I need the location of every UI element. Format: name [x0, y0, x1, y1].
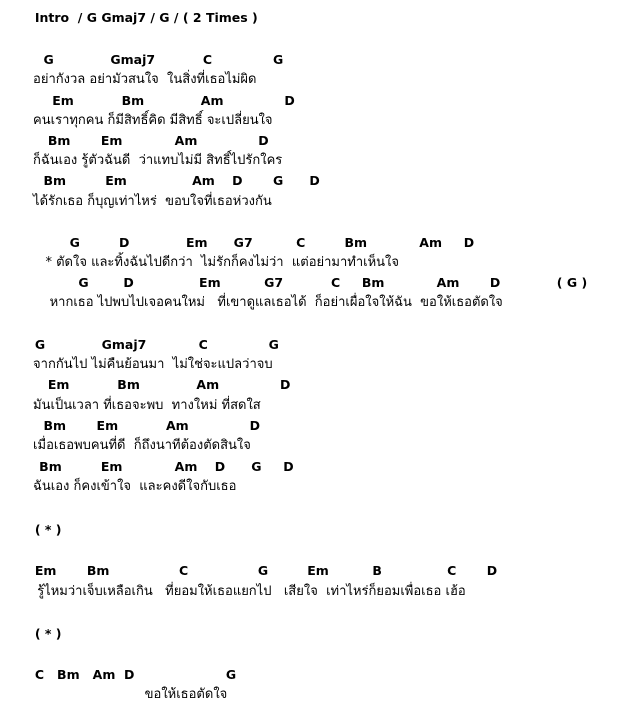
verse1-chords-1: G Gmaj7 C G: [0, 52, 284, 67]
chorus-marker-2: ( * ): [0, 626, 62, 641]
intro-line: Intro / G Gmaj7 / G / ( 2 Times ): [0, 10, 258, 25]
verse1-chords-4: Bm Em Am D G D: [0, 173, 320, 188]
verse2-lyric-1: จากกันไป ไม่คืนย้อนมา ไม่ใช่จะแปลว่าจบ: [0, 357, 273, 372]
verse2-lyric-3: เมื่อเธอพบคนที่ดี ก็ถึงนาทีต้องตัดสินใจ: [0, 438, 251, 453]
verse1-chords-3: Bm Em Am D: [0, 133, 269, 148]
bridge-chords: Em Bm C G Em B C D: [0, 563, 498, 578]
chorus-chords-1: G D Em G7 C Bm Am D: [0, 235, 475, 250]
verse2-lyric-2: มันเป็นเวลา ที่เธอจะพบ ทางใหม่ ที่สดใส: [0, 398, 261, 413]
verse1-chords-2: Em Bm Am D: [0, 93, 295, 108]
verse2-chords-1: G Gmaj7 C G: [0, 337, 279, 352]
bridge-lyric: รู้ไหมว่าเจ็บเหลือเกิน ที่ยอมให้เธอแยกไป เสียใจ เท่าไหร่ก็ยอมเพื่อเธอ เฮ้อ: [0, 584, 466, 599]
verse2-chords-3: Bm Em Am D: [0, 418, 260, 433]
verse1-lyric-4: ได้รักเธอ ก็บุญเท่าไหร่ ขอบใจที่เธอห่วงกัน: [0, 194, 272, 209]
chorus-chords-2: G D Em G7 C Bm Am D ( G ): [0, 275, 588, 290]
verse1-lyric-3: ก็ฉันเอง รู้ตัวฉันดี ว่าแทบไม่มี สิทธิ์ไปรักใคร: [0, 153, 283, 168]
outro-lyric: ขอให้เธอตัดใจ: [0, 687, 228, 702]
chorus-marker-1: ( * ): [0, 522, 62, 537]
outro-chords: C Bm Am D G: [0, 667, 237, 682]
chorus-lyric-2: หากเธอ ไปพบไปเจอคนใหม่ ที่เขาดูแลเธอได้ ก็อย่าเผื่อใจให้ฉัน ขอให้เธอตัดใจ: [0, 295, 503, 310]
verse2-lyric-4: ฉันเอง ก็คงเข้าใจ และคงดีใจกับเธอ: [0, 479, 237, 494]
chorus-lyric-1: * ตัดใจ และทิ้งฉันไปดีกว่า ไม่รักก็คงไม่ว่า แต่อย่ามาทำเห็นใจ: [0, 255, 400, 270]
verse2-chords-4: Bm Em Am D G D: [0, 459, 294, 474]
verse1-lyric-2: คนเราทุกคน ก็มีสิทธิ์คิด มีสิทธิ์ จะเปลี่ยนใจ: [0, 113, 273, 128]
verse2-chords-2: Em Bm Am D: [0, 377, 291, 392]
verse1-lyric-1: อย่ากังวล อย่ามัวสนใจ ในสิ่งที่เธอไม่ผิด: [0, 72, 257, 87]
